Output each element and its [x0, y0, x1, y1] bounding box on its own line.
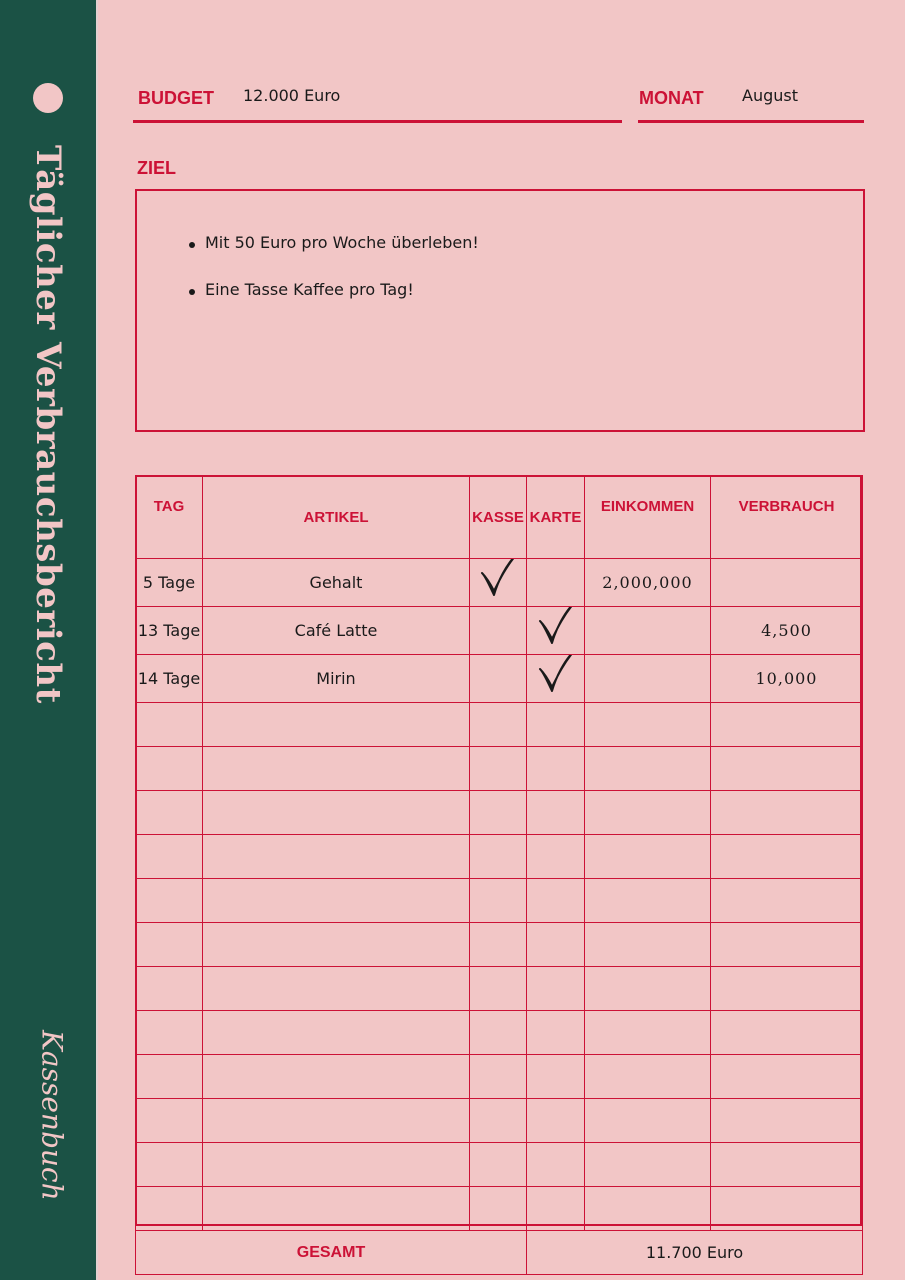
col-header-verbrauch: VERBRAUCH: [711, 476, 863, 559]
col-header-einkommen: EINKOMMEN: [585, 476, 711, 559]
col-header-artikel: ARTIKEL: [203, 476, 470, 559]
cell-tag[interactable]: 14 Tage: [136, 655, 203, 703]
col-header-karte: KARTE: [527, 476, 585, 559]
binder-hole-icon: [33, 83, 63, 113]
month-underline: [638, 120, 864, 123]
col-header-kasse: KASSE: [470, 476, 527, 559]
total-label: GESAMT: [136, 1231, 527, 1275]
budget-underline: [133, 120, 622, 123]
budget-value[interactable]: 12.000 Euro: [243, 86, 341, 105]
goal-box[interactable]: [135, 189, 865, 432]
cell-tag[interactable]: 13 Tage: [136, 607, 203, 655]
goal-list: [189, 233, 479, 327]
cell-einkommen[interactable]: 2,000,000: [585, 559, 711, 607]
col-header-tag: TAG: [136, 476, 203, 559]
cell-artikel[interactable]: Café Latte: [203, 607, 470, 655]
ledger-frame: [135, 475, 862, 1226]
spine-edge: [96, 0, 98, 1280]
cell-artikel[interactable]: Mirin: [203, 655, 470, 703]
spine-title: Täglicher Verbrauchsbericht: [28, 145, 68, 704]
cell-tag[interactable]: 5 Tage: [136, 559, 203, 607]
month-value[interactable]: August: [742, 86, 798, 105]
goal-label: ZIEL: [137, 158, 176, 178]
cell-verbrauch[interactable]: 10,000: [711, 655, 863, 703]
budget-label: BUDGET: [138, 88, 214, 108]
goal-item: Mit 50 Euro pro Woche überleben!: [189, 233, 479, 252]
total-value[interactable]: 11.700 Euro: [527, 1231, 863, 1275]
cell-artikel[interactable]: Gehalt: [203, 559, 470, 607]
cell-verbrauch[interactable]: 4,500: [711, 607, 863, 655]
total-row: [136, 1231, 863, 1275]
goal-item: Eine Tasse Kaffee pro Tag!: [189, 280, 479, 299]
spine-subtitle: Kassenbuch: [35, 1030, 69, 1201]
month-label: MONAT: [639, 88, 704, 108]
